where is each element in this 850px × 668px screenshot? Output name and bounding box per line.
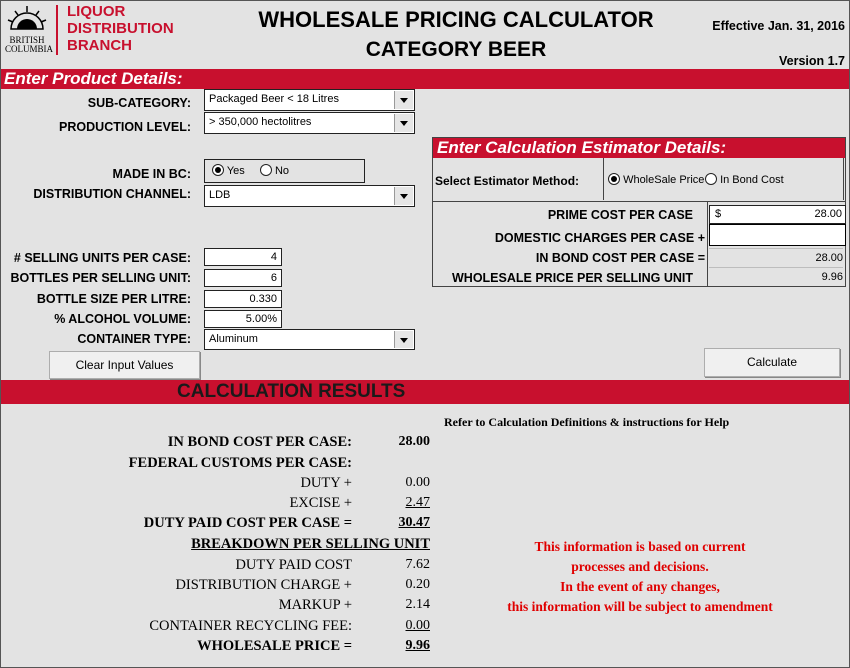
made-in-bc-group xyxy=(204,159,365,183)
help-text: Refer to Calculation Definitions & instructions for Help xyxy=(444,415,730,429)
results-header xyxy=(1,380,849,404)
domestic-charges-input[interactable] xyxy=(709,224,846,246)
page-title: WHOLESALE PRICING CALCULATOR xyxy=(258,7,654,32)
page-subtitle: CATEGORY BEER xyxy=(365,38,547,61)
brand-name xyxy=(67,3,174,54)
result-unit-duty-paid-label: DUTY PAID COST xyxy=(235,557,352,573)
distribution-channel-select[interactable] xyxy=(204,185,415,207)
notice-line-2: processes and decisions. xyxy=(571,559,709,574)
in-bond-cost-label: IN BOND COST PER CASE = xyxy=(535,251,705,265)
header xyxy=(1,1,849,69)
chevron-down-icon[interactable] xyxy=(394,187,413,205)
calculate-button[interactable]: Calculate xyxy=(704,348,840,377)
container-type-select[interactable] xyxy=(204,329,415,350)
estimator-method-row xyxy=(433,158,845,202)
yes-label: Yes xyxy=(226,165,245,177)
product-details-header xyxy=(1,69,849,89)
result-duty-paid-value: 30.47 xyxy=(398,515,430,530)
result-in-bond-label: IN BOND COST PER CASE: xyxy=(167,434,352,450)
chevron-down-icon[interactable] xyxy=(394,331,413,348)
prime-cost-value: 28.00 xyxy=(814,208,842,220)
made-in-bc-yes-option[interactable] xyxy=(212,165,245,177)
method-group-border xyxy=(603,158,844,200)
result-wholesale-label: WHOLESALE PRICE = xyxy=(197,638,352,654)
in-bond-cost-value: 28.00 xyxy=(709,248,843,268)
version-label: Version 1.7 xyxy=(778,54,845,68)
bottles-label: BOTTLES PER SELLING UNIT: xyxy=(10,271,191,285)
notice-line-1: This information is based on current xyxy=(534,539,746,554)
result-excise-value: 2.47 xyxy=(405,495,430,510)
result-markup-label: MARKUP + xyxy=(278,597,352,613)
radio-unselected-icon[interactable] xyxy=(260,164,272,176)
domestic-charges-label: DOMESTIC CHARGES PER CASE + xyxy=(494,231,705,245)
wholesale-option-label: WholeSale Price xyxy=(623,174,705,186)
bottle-size-input[interactable]: 0.330 xyxy=(204,290,282,308)
radio-selected-icon[interactable] xyxy=(212,164,224,176)
chevron-down-icon[interactable] xyxy=(394,91,413,109)
result-excise-label: EXCISE + xyxy=(289,495,352,511)
brand-line-1: LIQUOR xyxy=(67,3,126,20)
logo-text-line1: BRITISH xyxy=(9,35,45,45)
result-breakdown-heading: BREAKDOWN PER SELLING UNIT xyxy=(191,536,430,552)
inbond-option-label: In Bond Cost xyxy=(720,174,784,186)
result-duty-value: 0.00 xyxy=(405,475,430,490)
results-title: CALCULATION RESULTS xyxy=(177,381,406,402)
wholesale-unit-value: 9.96 xyxy=(821,271,843,283)
effective-date: Effective Jan. 31, 2016 xyxy=(712,19,845,33)
currency-symbol: $ xyxy=(715,208,722,220)
bottle-size-label: BOTTLE SIZE PER LITRE: xyxy=(36,292,191,306)
selling-units-input[interactable]: 4 xyxy=(204,248,282,266)
bc-logo xyxy=(5,5,54,54)
alcohol-volume-label: % ALCOHOL VOLUME: xyxy=(54,312,191,326)
logo-text-line2: COLUMBIA xyxy=(5,44,54,54)
result-distribution-value: 0.20 xyxy=(405,577,430,592)
result-in-bond-value: 28.00 xyxy=(398,434,430,449)
production-level-select[interactable] xyxy=(204,112,415,134)
bottles-input[interactable]: 6 xyxy=(204,269,282,287)
chevron-down-icon[interactable] xyxy=(394,114,413,132)
clear-input-button[interactable]: Clear Input Values xyxy=(49,351,200,379)
alcohol-volume-input[interactable]: 5.00% xyxy=(204,310,282,328)
sub-category-label: SUB-CATEGORY: xyxy=(87,96,191,110)
no-label: No xyxy=(274,165,289,177)
result-duty-paid-label: DUTY PAID COST PER CASE = xyxy=(143,515,352,531)
bc-sun-logo-icon xyxy=(5,5,49,31)
result-wholesale-value: 9.96 xyxy=(405,638,430,653)
wholesale-unit-label: WHOLESALE PRICE PER SELLING UNIT xyxy=(452,271,693,285)
result-federal-label: FEDERAL CUSTOMS PER CASE: xyxy=(128,455,352,471)
made-in-bc-label: MADE IN BC: xyxy=(112,167,191,181)
prime-cost-label: PRIME COST PER CASE xyxy=(547,208,693,222)
disclaimer-notice xyxy=(470,537,810,617)
distribution-channel-value: LDB xyxy=(209,189,231,201)
selling-units-label: # SELLING UNITS PER CASE: xyxy=(13,251,191,265)
brand-line-3: BRANCH xyxy=(67,37,132,54)
production-level-value: > 350,000 hectolitres xyxy=(209,116,312,128)
brand-divider xyxy=(56,5,58,55)
result-recycling-label: CONTAINER RECYCLING FEE: xyxy=(149,618,352,634)
estimator-header xyxy=(433,138,845,158)
distribution-channel-label: DISTRIBUTION CHANNEL: xyxy=(33,187,191,201)
estimator-value-column xyxy=(707,201,708,287)
made-in-bc-no-option[interactable] xyxy=(260,165,289,177)
result-unit-duty-paid-value: 7.62 xyxy=(405,557,430,572)
notice-line-3: In the event of any changes, xyxy=(560,579,720,594)
sub-category-value: Packaged Beer < 18 Litres xyxy=(209,93,339,105)
production-level-label: PRODUCTION LEVEL: xyxy=(59,120,191,134)
estimator-title: Enter Calculation Estimator Details: xyxy=(437,138,727,157)
estimator-method-label: Select Estimator Method: xyxy=(435,174,580,188)
brand-line-2: DISTRIBUTION xyxy=(67,20,174,37)
container-type-label: CONTAINER TYPE: xyxy=(77,332,191,346)
product-details-title: Enter Product Details: xyxy=(4,69,183,88)
result-markup-value: 2.14 xyxy=(405,597,430,612)
notice-line-4: this information will be subject to amendment xyxy=(507,599,773,614)
result-duty-label: DUTY + xyxy=(300,475,352,491)
result-distribution-label: DISTRIBUTION CHARGE + xyxy=(175,577,352,593)
container-type-value: Aluminum xyxy=(209,333,258,345)
prime-cost-input[interactable] xyxy=(709,205,846,224)
sub-category-select[interactable] xyxy=(204,89,415,111)
result-recycling-value: 0.00 xyxy=(405,618,430,633)
